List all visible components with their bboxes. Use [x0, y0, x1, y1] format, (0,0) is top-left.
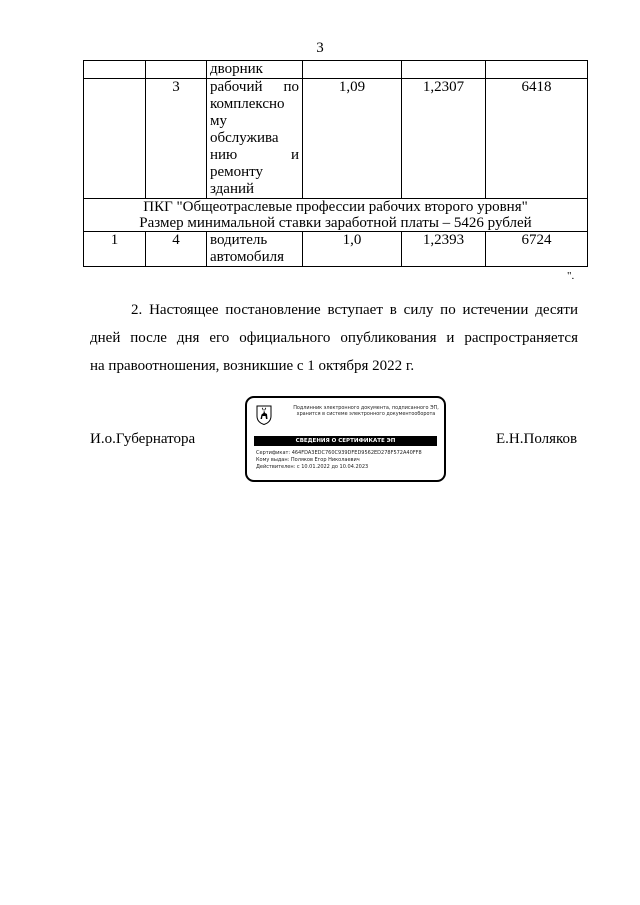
certificate-owner: Кому выдан: Поляков Егор Николаевич: [256, 457, 360, 464]
table-cell: [486, 61, 588, 79]
stamp-details: [256, 450, 422, 472]
table-cell-profession: [207, 79, 303, 199]
closing-quote: ".: [567, 270, 575, 282]
page-number: 3: [316, 40, 324, 56]
group-min-rate: Размер минимальной ставки заработной платы – 5426 рублей: [139, 215, 532, 231]
paragraph-line: 2. Настоящее постановление вступает в силу по истечении десяти: [131, 302, 578, 318]
profession-line: дворник: [210, 61, 263, 77]
table-cell: [84, 79, 146, 199]
stamp-intro-text: Подлинник электронного документа, подписанного ЭП, хранится в системе электронного документооборота: [293, 405, 439, 418]
profession-line: комплексно: [210, 96, 285, 112]
profession-line: обслужива: [210, 130, 279, 146]
group-header: [84, 199, 588, 232]
table-cell-coefficient: 1,09: [303, 79, 402, 199]
signatory-position: И.о.Губернатора: [90, 431, 196, 447]
table-group-row: [84, 199, 588, 232]
table-row: [84, 79, 588, 199]
profession-line: ремонту: [210, 164, 264, 180]
table-cell-coefficient: 1,2307: [402, 79, 486, 199]
effective-date-paragraph: [90, 296, 578, 380]
table-row: [84, 232, 588, 267]
table-cell: [84, 61, 146, 79]
table-row: [84, 61, 588, 79]
group-title: ПКГ "Общеотраслевые профессии рабочих второго уровня": [143, 199, 528, 215]
certificate-number: Сертификат: 464FDA3EDC760C939DFED9562ED278F572A40FF8: [256, 450, 422, 456]
salary-table: [83, 60, 588, 267]
profession-line: автомобиля: [210, 249, 284, 265]
paragraph-line: дней после дня его официального опубликования и распространяется: [90, 330, 578, 346]
electronic-signature-stamp: [245, 396, 446, 482]
table-cell: [402, 61, 486, 79]
profession-line: му: [210, 113, 227, 129]
table-cell-profession: [207, 232, 303, 267]
table-cell-profession: [207, 61, 303, 79]
certificate-validity: Действителен: с 10.01.2022 до 10.04.2023: [256, 464, 369, 471]
table-cell-coefficient: 1,0: [303, 232, 402, 267]
table-cell-salary: 6724: [486, 232, 588, 267]
table-cell: 1: [84, 232, 146, 267]
table-cell: 3: [146, 79, 207, 199]
table-cell: [146, 61, 207, 79]
table-cell-coefficient: 1,2393: [402, 232, 486, 267]
profession-line: зданий: [210, 181, 255, 197]
table-cell-salary: 6418: [486, 79, 588, 199]
stamp-heading: СВЕДЕНИЯ О СЕРТИФИКАТЕ ЭП: [254, 436, 437, 446]
profession-line: нию и: [210, 147, 299, 163]
profession-line: водитель: [210, 232, 268, 248]
table-cell: 4: [146, 232, 207, 267]
profession-line: рабочий по: [210, 79, 299, 95]
table-cell: [303, 61, 402, 79]
signatory-name: Е.Н.Поляков: [496, 431, 578, 447]
paragraph-line: на правоотношения, возникшие с 1 октября 2022 г.: [90, 358, 415, 374]
coat-of-arms-icon: [256, 405, 272, 425]
